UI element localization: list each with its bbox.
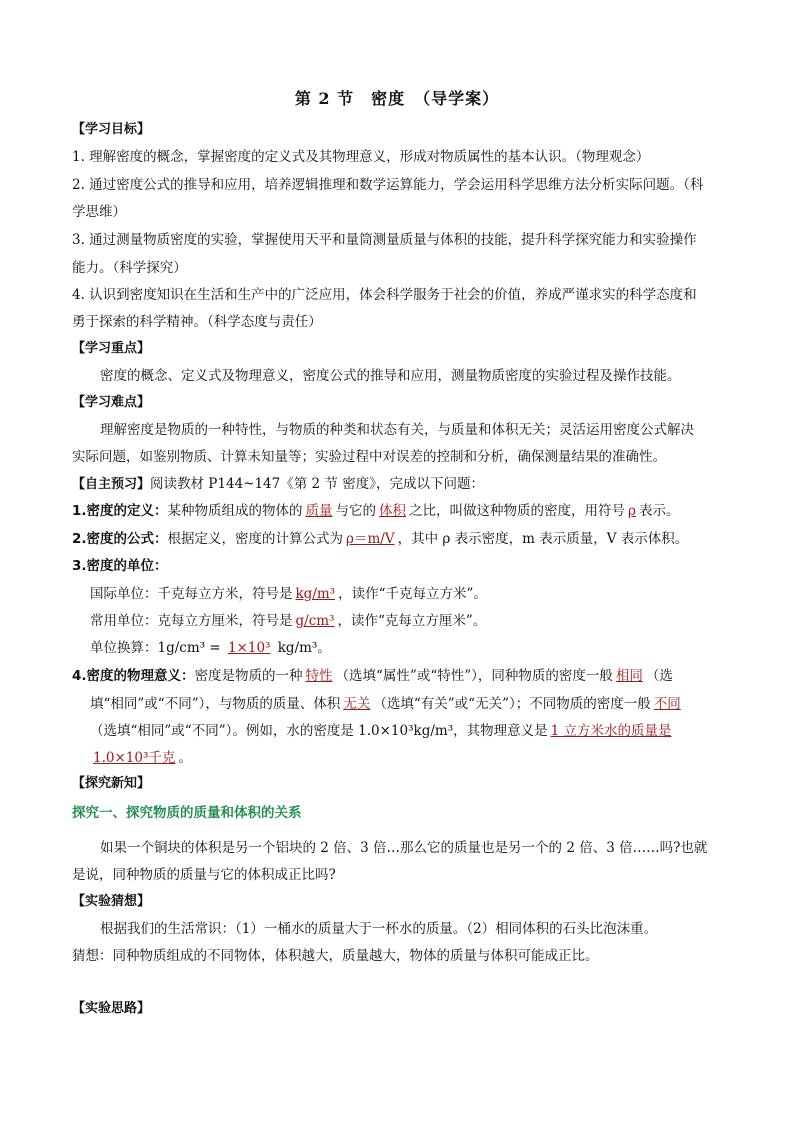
preview-q3 <box>72 556 168 576</box>
q1-text: 之比，叫做这种物质的密度，用符号 <box>409 503 626 519</box>
q3-text: 国际单位：千克每立方米，符号是 <box>90 586 293 602</box>
goal-item-3-cont: 能力。（科学探究） <box>72 260 187 276</box>
preview-q1 <box>72 501 679 521</box>
explore-paragraph-2: 是说，同种物质的质量与它的体积成正比吗? <box>72 867 336 883</box>
q2-text: 根据定义，密度的计算公式为 <box>167 531 344 547</box>
q4-text: （选填“有关”或“无关”）；不同物质的密度一般 <box>373 696 651 712</box>
q1-label: 1.密度的定义： <box>72 503 168 519</box>
key-heading: 【学习重点】 <box>72 341 151 356</box>
goal-item-3: 3. 通过测量物质密度的实验，掌握使用天平和量筒测量质量与体积的技能，提升科学探究能力和实验操作 <box>72 232 697 248</box>
q3-conversion <box>90 638 331 658</box>
q4-answer-meaning-cont: 1.0×10³千克 <box>93 750 176 766</box>
q4-answer-property: 特性 <box>305 668 333 684</box>
q4-answer-different: 不同 <box>653 696 681 712</box>
preview-heading: 【自主预习】 <box>72 477 151 492</box>
guess-heading: 【实验猜想】 <box>72 894 151 909</box>
q4-text: 填“相同”或“不同”），与物质的质量、体积 <box>90 696 341 712</box>
page-title: 第 2 节 密度 （导学案） <box>294 89 500 108</box>
q1-text: 与它的 <box>335 503 377 519</box>
preview-q4-line-4 <box>90 748 192 768</box>
q4-label: 4.密度的物理意义： <box>72 668 195 684</box>
preview-q4-line-1 <box>72 666 673 686</box>
q2-answer-formula: ρ＝m/V <box>346 531 395 547</box>
preview-q4-line-2 <box>90 694 684 714</box>
q3-text: kg/m³。 <box>277 640 331 656</box>
q3-si-unit <box>90 584 487 604</box>
explore-paragraph-1: 如果一个铜块的体积是另一个铝块的 2 倍、3 倍…那么它的质量也是另一个的 2 倍、3 倍……吗?也就 <box>100 840 708 856</box>
q3-answer-common: g/cm³ <box>295 613 335 629</box>
q2-label: 2.密度的公式： <box>72 531 168 547</box>
preview-intro-line <box>72 474 484 495</box>
preview-intro: 阅读教材 P144~147《第 2 节 密度》，完成以下问题： <box>150 476 484 492</box>
q1-text: 表示。 <box>638 503 680 519</box>
explore-sub-heading: 探究一、探究物质的质量和体积的关系 <box>72 805 302 821</box>
q4-text: 。 <box>178 750 192 766</box>
preview-q4-line-3 <box>90 721 675 741</box>
explore-heading: 【探究新知】 <box>72 776 151 791</box>
q4-text: （选 <box>645 668 673 684</box>
difficulty-heading: 【学习难点】 <box>72 395 151 410</box>
q1-text: 某种物质组成的物体的 <box>167 503 303 519</box>
difficulty-line-2: 实际问题，如鉴别物质、计算未知量等；实验过程中对误差的控制和分析，确保测量结果的准确性。 <box>72 449 666 465</box>
q4-text: 密度是物质的一种 <box>194 668 303 684</box>
idea-heading: 【实验思路】 <box>72 1001 151 1016</box>
q4-answer-unrelated: 无关 <box>343 696 371 712</box>
q1-answer-mass: 质量 <box>305 503 333 519</box>
q3-label: 3.密度的单位： <box>72 558 168 574</box>
q3-text: 单位换算：1g/cm³ = <box>90 640 221 656</box>
goal-item-1: 1. 理解密度的概念，掌握密度的定义式及其物理意义，形成对物质属性的基本认识。（物理观念） <box>72 149 650 165</box>
q1-answer-symbol: ρ <box>628 503 636 519</box>
goal-item-2-cont: 学思维） <box>72 204 126 220</box>
q3-common-unit <box>90 611 486 631</box>
preview-q2 <box>72 529 688 549</box>
guess-paragraph-1: 根据我们的生活常识：（1）一桶水的质量大于一杯水的质量。（2）相同体积的石头比泡沫重。 <box>100 921 658 937</box>
goal-item-4-cont: 勇于探索的科学精神。（科学态度与责任） <box>72 314 322 330</box>
q1-answer-volume: 体积 <box>379 503 407 519</box>
q2-text: ，其中 ρ 表示密度，m 表示质量，V 表示体积。 <box>397 531 689 547</box>
q3-answer-conversion: 1×10³ <box>227 640 271 656</box>
goal-item-4: 4. 认识到密度知识在生活和生产中的广泛应用，体会科学服务于社会的价值，养成严谨求实的科学态度和 <box>72 287 697 303</box>
q3-answer-si: kg/m³ <box>295 586 336 602</box>
key-text: 密度的概念、定义式及物理意义，密度公式的推导和应用，测量物质密度的实验过程及操作技能。 <box>100 368 681 384</box>
difficulty-line-1: 理解密度是物质的一种特性，与物质的种类和状态有关，与质量和体积无关；灵活运用密度公式解决 <box>100 422 694 438</box>
q4-text: （选填“属性”或“特性”），同种物质的密度一般 <box>335 668 613 684</box>
q4-text: （选填“相同”或“不同”）。例如，水的密度是 1.0×10³kg/m³，其物理意义是 <box>90 723 548 739</box>
guess-paragraph-2: 猜想：同种物质组成的不同物体，体积越大，质量越大，物体的质量与体积可能成正比。 <box>72 948 599 964</box>
q4-answer-same: 相同 <box>615 668 643 684</box>
q3-text: ，读作“千克每立方米”。 <box>338 586 487 602</box>
goals-heading: 【学习目标】 <box>72 122 151 137</box>
goal-item-2: 2. 通过密度公式的推导和应用，培养逻辑推理和数学运算能力，学会运用科学思维方法分析实际问题。（科 <box>72 177 704 193</box>
q3-text: ，读作“克每立方厘米”。 <box>337 613 487 629</box>
q3-text: 常用单位：克每立方厘米，符号是 <box>90 613 293 629</box>
q4-answer-meaning: 1 立方米水的质量是 <box>550 723 672 739</box>
